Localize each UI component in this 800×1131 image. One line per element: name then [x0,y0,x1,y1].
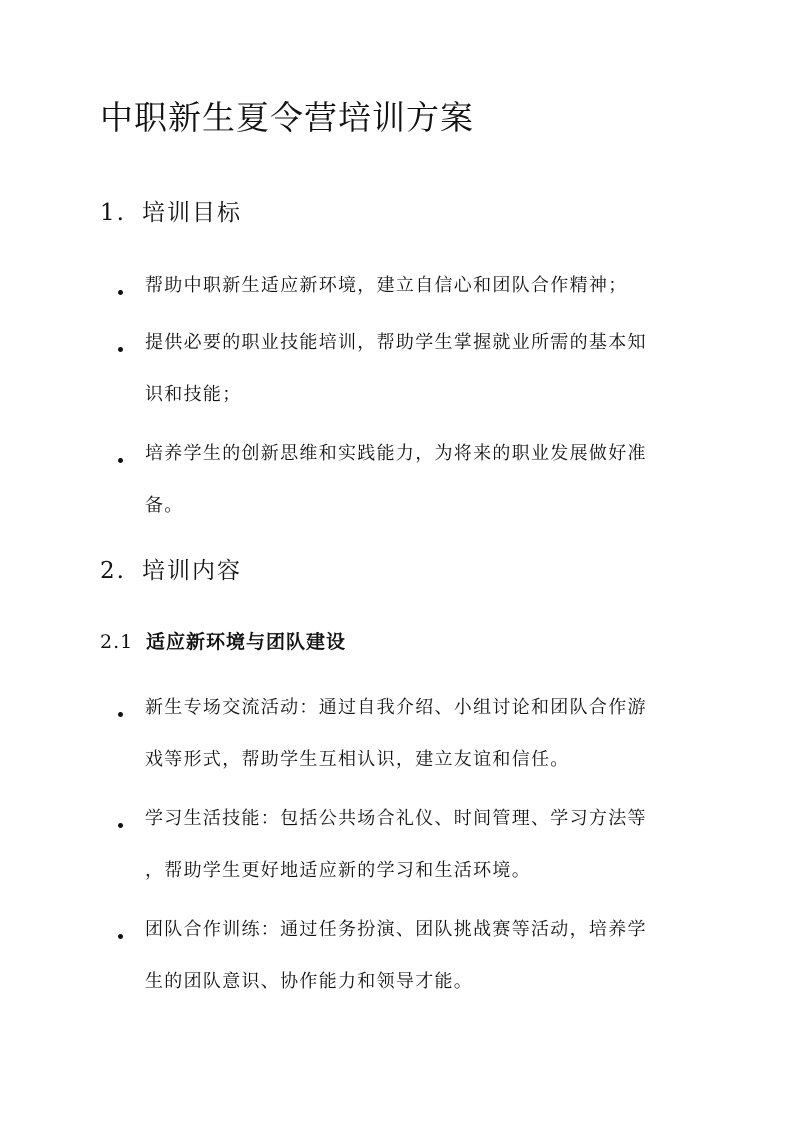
list-item-line: 提供必要的职业技能培训，帮助学生掌握就业所需的基本知 [145,332,647,353]
bullet-icon [118,347,123,352]
bullet-icon [118,823,123,828]
list-item-line: 戏等形式，帮助学生互相认识，建立友谊和信任。 [145,749,570,770]
document-title: 中职新生夏令营培训方案 [100,98,474,137]
list-item-line: ，帮助学生更好地适应新的学习和生活环境。 [145,860,531,881]
section-1-heading [100,195,242,231]
list-item-line: 培养学生的创新思维和实践能力，为将来的职业发展做好准 [145,443,647,464]
section-2-title: 培训内容 [142,558,242,584]
list-item-line: 团队合作训练：通过任务扮演、团队挑战赛等活动，培养学 [145,919,647,940]
list-item-line: 学习生活技能：包括公共场合礼仪、时间管理、学习方法等 [145,808,647,829]
list-item-line: 帮助中职新生适应新环境，建立自信心和团队合作精神； [145,275,628,296]
list-item-line: 备。 [145,495,184,516]
bullet-icon [118,290,123,295]
list-item-line: 生的团队意识、协作能力和领导才能。 [145,971,474,992]
bullet-icon [118,712,123,717]
subsection-2-1-number: 2.1 [100,631,134,653]
section-1-title: 培训目标 [142,200,242,226]
subsection-2-1-heading [100,627,346,657]
list-item-line: 新生专场交流活动：通过自我介绍、小组讨论和团队合作游 [145,697,647,718]
list-item-line: 识和技能； [145,384,242,405]
section-2-number: 2. [100,558,126,584]
bullet-icon [118,934,123,939]
section-2-heading [100,553,242,589]
subsection-2-1-title: 适应新环境与团队建设 [146,631,347,653]
section-1-number: 1. [100,200,126,226]
bullet-icon [118,458,123,463]
